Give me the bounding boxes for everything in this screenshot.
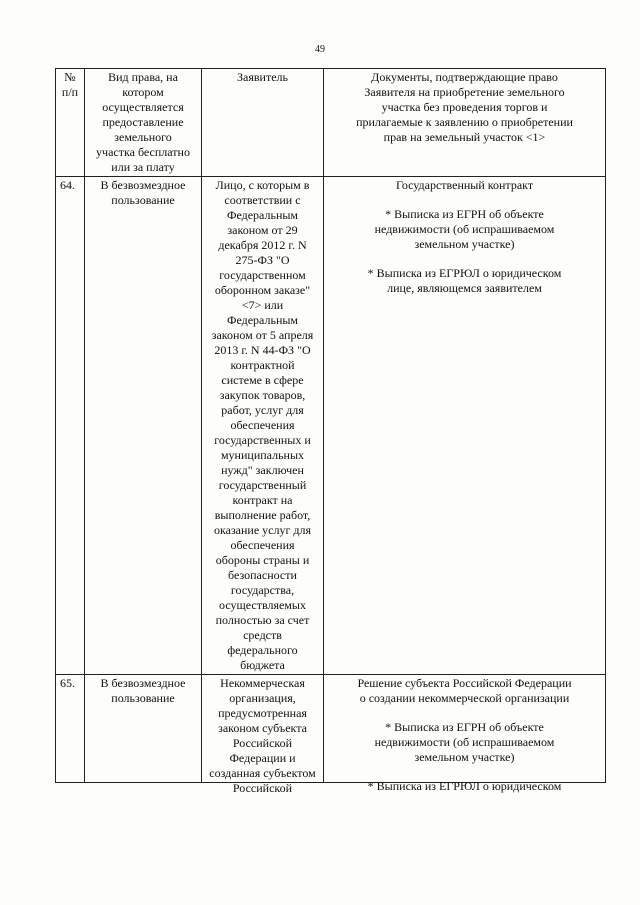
document-line: земельном участке) — [414, 750, 515, 764]
text-line: участка бесплатно — [96, 145, 190, 159]
text-line: Федерации и — [229, 751, 296, 765]
right-type-cell — [85, 177, 202, 675]
text-line: муниципальных — [220, 448, 305, 462]
text-line: пользование — [111, 193, 175, 207]
text-line: Федеральным — [226, 313, 299, 327]
text-line: осуществляется — [102, 100, 184, 114]
text-line: 275-ФЗ "О — [235, 253, 290, 267]
text-line: участка без проведения торгов и — [381, 100, 548, 114]
paragraph-gap — [327, 252, 602, 266]
text-line: обороны страны и — [215, 553, 310, 567]
text-line: Заявителя на приобретение земельного — [364, 85, 565, 99]
text-line: Документы, подтверждающие право — [371, 70, 558, 84]
text-line: государства, — [230, 583, 295, 597]
text-line: оказание услуг для — [213, 523, 312, 537]
table-header-row — [56, 69, 606, 177]
text-line: В безвозмездное — [100, 676, 186, 690]
paragraph-gap — [327, 765, 602, 779]
paragraph-gap — [327, 193, 602, 207]
paragraph-gap — [327, 706, 602, 720]
text-line: оборонном заказе" — [214, 283, 311, 297]
text-line: средств — [243, 628, 282, 642]
text-line: государственном — [219, 268, 306, 282]
text-line: федерального — [227, 643, 298, 657]
text-line: земельного — [114, 130, 172, 144]
document-line: * Выписка из ЕГРН об объекте — [385, 207, 544, 221]
text-line: обеспечения — [230, 418, 295, 432]
documents-cell — [324, 675, 606, 793]
rights-table — [55, 68, 606, 795]
text-line: обеспечения — [230, 538, 295, 552]
text-line: контрактной — [230, 358, 295, 372]
text-line: котором — [122, 85, 164, 99]
text-line: системе в сфере — [221, 373, 304, 387]
document-line: Государственный контракт — [395, 178, 534, 192]
documents-cell — [324, 177, 606, 675]
text-line: контракт на — [232, 493, 293, 507]
text-line: Российской — [232, 736, 293, 750]
document-line: недвижимости (об испрашиваемом — [374, 222, 555, 236]
text-line: созданная субъектом — [209, 766, 316, 780]
document-line: * Выписка из ЕГРЮЛ о юридическом — [367, 266, 562, 280]
text-line: законом от 5 апреля — [211, 328, 314, 342]
document-line: земельном участке) — [414, 237, 515, 251]
text-line: Вид права, на — [108, 70, 178, 84]
text-line: или за плату — [111, 160, 175, 174]
document-line: * Выписка из ЕГРН об объекте — [385, 720, 544, 734]
text-line: государственный — [218, 478, 307, 492]
applicant-cell — [202, 675, 324, 795]
text-line: 2013 г. N 44-ФЗ "О — [214, 343, 311, 357]
table-row-65 — [56, 675, 606, 783]
text-line: государственных и — [214, 433, 311, 447]
text-line: законом субъекта — [218, 721, 307, 735]
table-row-64 — [56, 177, 606, 675]
text-line: № — [64, 70, 76, 84]
text-line: Федеральным — [226, 208, 299, 222]
header-right-type — [85, 69, 202, 177]
text-line: Заявитель — [237, 70, 288, 84]
text-line: предоставление — [102, 115, 184, 129]
text-line: полностью за счет — [215, 613, 310, 627]
text-line: <7> или — [241, 298, 284, 312]
text-line: работ, услуг для — [221, 403, 304, 417]
text-line: законом от 29 — [227, 223, 298, 237]
text-line: выполнение работ, — [214, 508, 311, 522]
text-line: бюджета — [240, 658, 285, 672]
header-applicant — [202, 69, 324, 177]
header-documents — [324, 69, 606, 177]
text-line: соответствии с — [224, 193, 301, 207]
text-line: Лицо, с которым в — [215, 178, 310, 192]
right-type-cell — [85, 675, 202, 783]
document-line: недвижимости (об испрашиваемом — [374, 735, 555, 749]
text-line: п/п — [61, 85, 79, 99]
text-line: Некоммерческая — [220, 676, 305, 690]
applicant-cell — [202, 177, 324, 675]
text-line: организация, — [229, 691, 296, 705]
text-line: прав на земельный участок <1> — [383, 130, 546, 144]
page-number: 49 — [315, 44, 325, 55]
text-line: безопасности — [228, 568, 297, 582]
text-line: Российской — [232, 781, 293, 795]
text-line: пользование — [111, 691, 175, 705]
text-line: осуществляемых — [219, 598, 306, 612]
text-line: предусмотренная — [218, 706, 307, 720]
row-number: 65. — [56, 675, 85, 783]
document-line: лице, являющемся заявителем — [387, 281, 542, 295]
text-line: декабря 2012 г. N — [218, 238, 307, 252]
text-line: прилагаемые к заявлению о приобретении — [356, 115, 573, 129]
text-line: нужд" заключен — [221, 463, 304, 477]
text-line: В безвозмездное — [100, 178, 186, 192]
row-number: 64. — [56, 177, 85, 675]
document-line: Решение субъекта Российской Федерации — [357, 676, 572, 690]
text-line: закупок товаров, — [219, 388, 306, 402]
header-num — [56, 69, 85, 177]
document-line: * Выписка из ЕГРЮЛ о юридическом — [367, 779, 562, 793]
document-line: о создании некоммерческой организации — [359, 691, 570, 705]
